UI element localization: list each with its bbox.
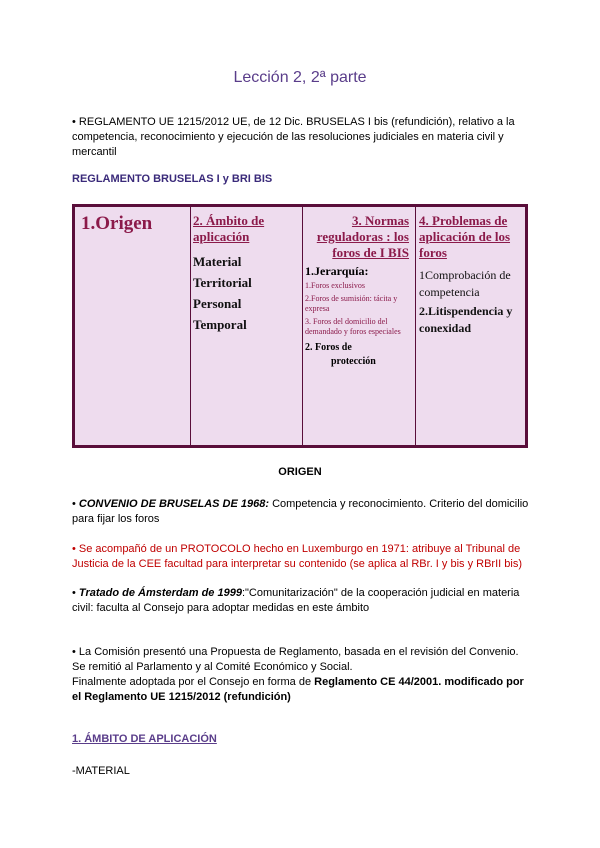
intro-paragraph: • REGLAMENTO UE 1215/2012 UE, de 12 Dic. BRUSELAS I bis (refundición), relativo a la competencia, reconocimiento y ejecución de las resoluciones judiciales en materia civil y mercantil xyxy=(72,116,515,158)
ambito-item: Personal xyxy=(193,296,242,311)
bullet-protocolo: • Se acompañó de un PROTOCOLO hecho en Luxemburgo en 1971: atribuye al Tribunal de Justicia de la CEE facultad para interpretar su contenido (se aplica al RBr. I y bis y RBrII bis) xyxy=(72,543,522,570)
bullet-comision xyxy=(72,645,532,705)
page-title: Lección 2, 2ª parte xyxy=(233,69,367,86)
bullet-bold: Reglamento CE 44/2001. modificado por el Reglamento UE 1215/2012 (refundición) xyxy=(72,676,524,703)
problemas-item: 2.Litispendencia y conexidad xyxy=(419,304,513,335)
origen-section-title: ORIGEN xyxy=(278,466,322,478)
column-divider xyxy=(302,207,303,445)
ambito-item: Material xyxy=(193,254,242,269)
foros-proteccion xyxy=(305,341,415,369)
regulation-subheading: REGLAMENTO BRUSELAS I y BRI BIS xyxy=(72,173,273,185)
ambito-item: Territorial xyxy=(193,275,252,290)
bullet-bold: Tratado de Ámsterdam de 1999 xyxy=(78,587,242,599)
ambito-section-heading: 1. ÁMBITO DE APLICACIÓN xyxy=(72,733,217,745)
foros-sub-item: 2.Foros de sumisión: tácita y expresa xyxy=(305,294,398,313)
bullet-text: :"Comunitarización" de la cooperación judicial en materia civil: faculta al Consejo para adoptar medidas en este ámbito xyxy=(72,587,520,614)
bullet-convenio: • CONVENIO DE BRUSELAS DE 1968: Competencia y reconocimiento. Criterio del domicilio para fijar los foros xyxy=(72,498,529,525)
column-divider xyxy=(190,207,191,445)
problemas-item: 1Comprobación de competencia xyxy=(419,268,511,299)
column-ambito xyxy=(193,213,299,335)
problemas-heading: 4. Problemas de aplicación de los foros xyxy=(419,213,511,260)
bullet-text: • La Comisión presentó una Propuesta de Reglamento, basada en el revisión del Convenio. Se remitió al Parlamento y al Comité Económico y Social. xyxy=(72,646,519,673)
column-divider xyxy=(415,207,416,445)
normas-heading: 3. Normas reguladoras : los foros de I BIS xyxy=(316,213,409,260)
origen-heading: 1.Origen xyxy=(81,213,153,234)
foros-sub-item: 1.Foros exclusivos xyxy=(305,281,365,290)
jerarquia-label: 1.Jerarquía: xyxy=(305,264,369,278)
foros-proteccion-line: 2. Foros de xyxy=(305,342,352,353)
foros-sub-item: 3. Foros del domicilio del demandado y foros especiales xyxy=(305,317,401,336)
ambito-heading: 2. Ámbito de aplicación xyxy=(193,213,265,244)
overview-table xyxy=(72,204,528,448)
bullet-tratado: • Tratado de Ámsterdam de 1999:"Comunitarización" de la cooperación judicial en materia civil: faculta al Consejo para adoptar medidas en este ámbito xyxy=(72,587,520,614)
bullet-text: Finalmente adoptada por el Consejo en forma de xyxy=(72,676,315,688)
bullet-text: Competencia y reconocimiento. Criterio del domicilio para fijar los foros xyxy=(72,498,529,525)
material-label: -MATERIAL xyxy=(72,765,130,777)
column-problemas xyxy=(419,213,529,337)
column-normas xyxy=(305,213,415,369)
ambito-item: Temporal xyxy=(193,317,247,332)
foros-proteccion-line: protección xyxy=(331,356,376,367)
bullet-bold: CONVENIO DE BRUSELAS DE 1968: xyxy=(78,498,270,510)
column-origen xyxy=(81,213,189,235)
